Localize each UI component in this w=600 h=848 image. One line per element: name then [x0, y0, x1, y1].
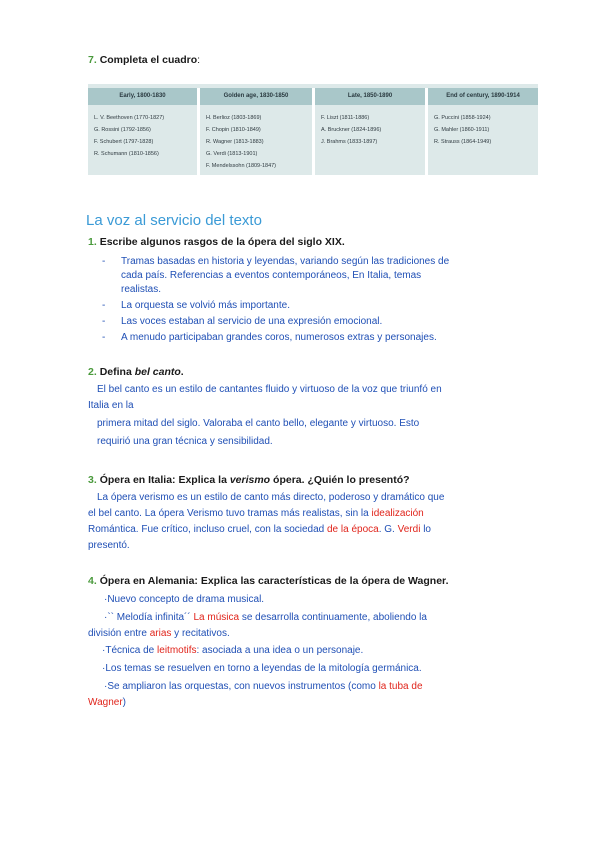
dash-bullet: - — [102, 316, 106, 327]
question-4-number: 4. — [88, 575, 97, 587]
question-4-text: Ópera en Alemania: Explica las características de la ópera de Wagner. — [99, 575, 449, 587]
table-header: End of century, 1890-1914 — [428, 88, 538, 105]
highlight-text: de la época — [327, 524, 379, 535]
table-cell: A. Bruckner (1824-1896) — [321, 127, 382, 133]
table-cell: G. Verdi (1813-1901) — [206, 151, 258, 157]
table-column-golden-age — [200, 88, 312, 175]
answer-line: ·Los temas se resuelven en torno a leyendas de la mitología germánica. — [102, 663, 422, 674]
table-header: Golden age, 1830-1850 — [200, 88, 312, 105]
answer-text: : asociada a una idea o un personaje. — [196, 645, 364, 656]
highlight-text: leitmotifs — [157, 645, 197, 656]
table-column-late — [315, 88, 425, 175]
list-item — [102, 331, 449, 345]
table-header: Early, 1800-1830 — [88, 88, 197, 105]
highlight-text: idealización — [371, 508, 424, 519]
answer-text: ) — [122, 697, 126, 708]
section-title: La voz al servicio del texto — [86, 212, 262, 229]
question-3-term: verismo — [229, 474, 271, 486]
answer-line: A menudo participaban grandes coros, numerosos extras y personajes. — [121, 332, 437, 343]
answer-line — [102, 645, 363, 656]
table-cell: G. Rossini (1792-1856) — [94, 127, 151, 133]
table-cell: L. V. Beethoven (1770-1827) — [94, 115, 165, 121]
question-1 — [88, 236, 345, 248]
question-2-term: bel canto — [134, 366, 181, 378]
answer-line: requirió una gran técnica y sensibilidad. — [97, 436, 273, 447]
list-item — [102, 255, 449, 297]
table-cell: H. Berlioz (1803-1869) — [206, 115, 262, 121]
answer-text: Romántica. Fue crítico, incluso cruel, con la sociedad — [88, 524, 327, 535]
question-7-number: 7. — [88, 54, 97, 66]
dash-bullet: - — [102, 300, 106, 311]
answer-line — [104, 612, 427, 623]
answer-line: realistas. — [121, 284, 162, 295]
answer-line — [88, 697, 126, 708]
table-header: Late, 1850-1890 — [315, 88, 425, 105]
answer-text: se desarrolla continuamente, aboliendo la — [239, 612, 427, 623]
question-7 — [88, 54, 200, 66]
answer-text: ·Técnica de — [102, 645, 158, 656]
question-1-text: Escribe algunos rasgos de la ópera del siglo XIX. — [99, 236, 345, 248]
question-4 — [88, 575, 448, 587]
table-cell: J. Brahms (1833-1897) — [321, 139, 378, 145]
answer-line: presentó. — [88, 540, 130, 551]
composers-table — [88, 84, 538, 175]
answer-text: lo — [420, 524, 431, 535]
answer-line — [88, 628, 230, 639]
answer-line: cada país. Referencias a eventos contemporáneos, En Italia, temas — [121, 270, 422, 281]
answer-line — [104, 681, 423, 692]
answer-line — [88, 508, 424, 519]
answer-line: La orquesta se volvió más importante. — [121, 300, 290, 311]
question-3-text-end: ópera. ¿Quién lo presentó? — [270, 474, 410, 486]
answer-text: ·Se ampliaron las orquestas, con nuevos instrumentos (como — [104, 681, 379, 692]
answer-line: ·Nuevo concepto de drama musical. — [104, 594, 265, 605]
question-2-text: Defina — [99, 366, 135, 378]
dash-bullet: - — [102, 256, 106, 267]
table-cell: F. Chopin (1810-1849) — [206, 127, 261, 133]
answer-line: Italia en la — [88, 400, 134, 411]
table-cell: G. Mahler (1860-1911) — [434, 127, 490, 133]
question-1-number: 1. — [88, 236, 97, 248]
table-cell: F. Mendelssohn (1809-1847) — [206, 163, 277, 169]
answer-line: Las voces estaban al servicio de una expresión emocional. — [121, 316, 383, 327]
highlight-text: la tuba de — [378, 681, 423, 692]
question-2 — [88, 366, 184, 378]
question-1-answer — [102, 255, 449, 345]
answer-text: y recitativos. — [171, 628, 230, 639]
highlight-text: La música — [193, 612, 240, 623]
question-3-text: Ópera en Italia: Explica la — [99, 474, 230, 486]
list-item — [102, 299, 449, 313]
table-cell: R. Schumann (1810-1856) — [94, 151, 159, 157]
answer-text: ·`` Melodía infinita´´ — [104, 612, 194, 623]
answer-line: La ópera verismo es un estilo de canto más directo, poderoso y dramático que — [97, 492, 445, 503]
dash-bullet: - — [102, 332, 106, 343]
question-3-number: 3. — [88, 474, 97, 486]
question-2-period: . — [180, 366, 184, 378]
answer-text: . G. — [378, 524, 398, 535]
highlight-text: Verdi — [397, 524, 421, 535]
answer-line: El bel canto es un estilo de cantantes fluido y virtuoso de la voz que triunfó en — [97, 384, 442, 395]
table-cell: F. Liszt (1811-1886) — [321, 115, 370, 121]
answer-line: Tramas basadas en historia y leyendas, variando según las tradiciones de — [121, 256, 450, 267]
question-2-number: 2. — [88, 366, 97, 378]
question-7-colon: : — [197, 54, 201, 66]
table-cell: R. Strauss (1864-1949) — [434, 139, 492, 145]
answer-text: el bel canto. La ópera Verismo tuvo tramas más realistas, sin la — [88, 508, 372, 519]
question-7-text: Completa el cuadro — [99, 54, 198, 66]
list-item — [102, 315, 449, 329]
table-column-end-of-century — [428, 88, 538, 175]
table-cell: R. Wagner (1813-1883) — [206, 139, 264, 145]
highlight-text: arias — [149, 628, 172, 639]
answer-line: primera mitad del siglo. Valoraba el canto bello, elegante y virtuoso. Esto — [97, 418, 420, 429]
highlight-text: Wagner — [88, 697, 123, 708]
answer-line — [88, 524, 431, 535]
answer-text: división entre — [88, 628, 150, 639]
question-3 — [88, 474, 410, 486]
table-cell: F. Schubert (1797-1828) — [94, 139, 154, 145]
table-column-early — [88, 88, 197, 175]
table-cell: G. Puccini (1858-1924) — [434, 115, 491, 121]
